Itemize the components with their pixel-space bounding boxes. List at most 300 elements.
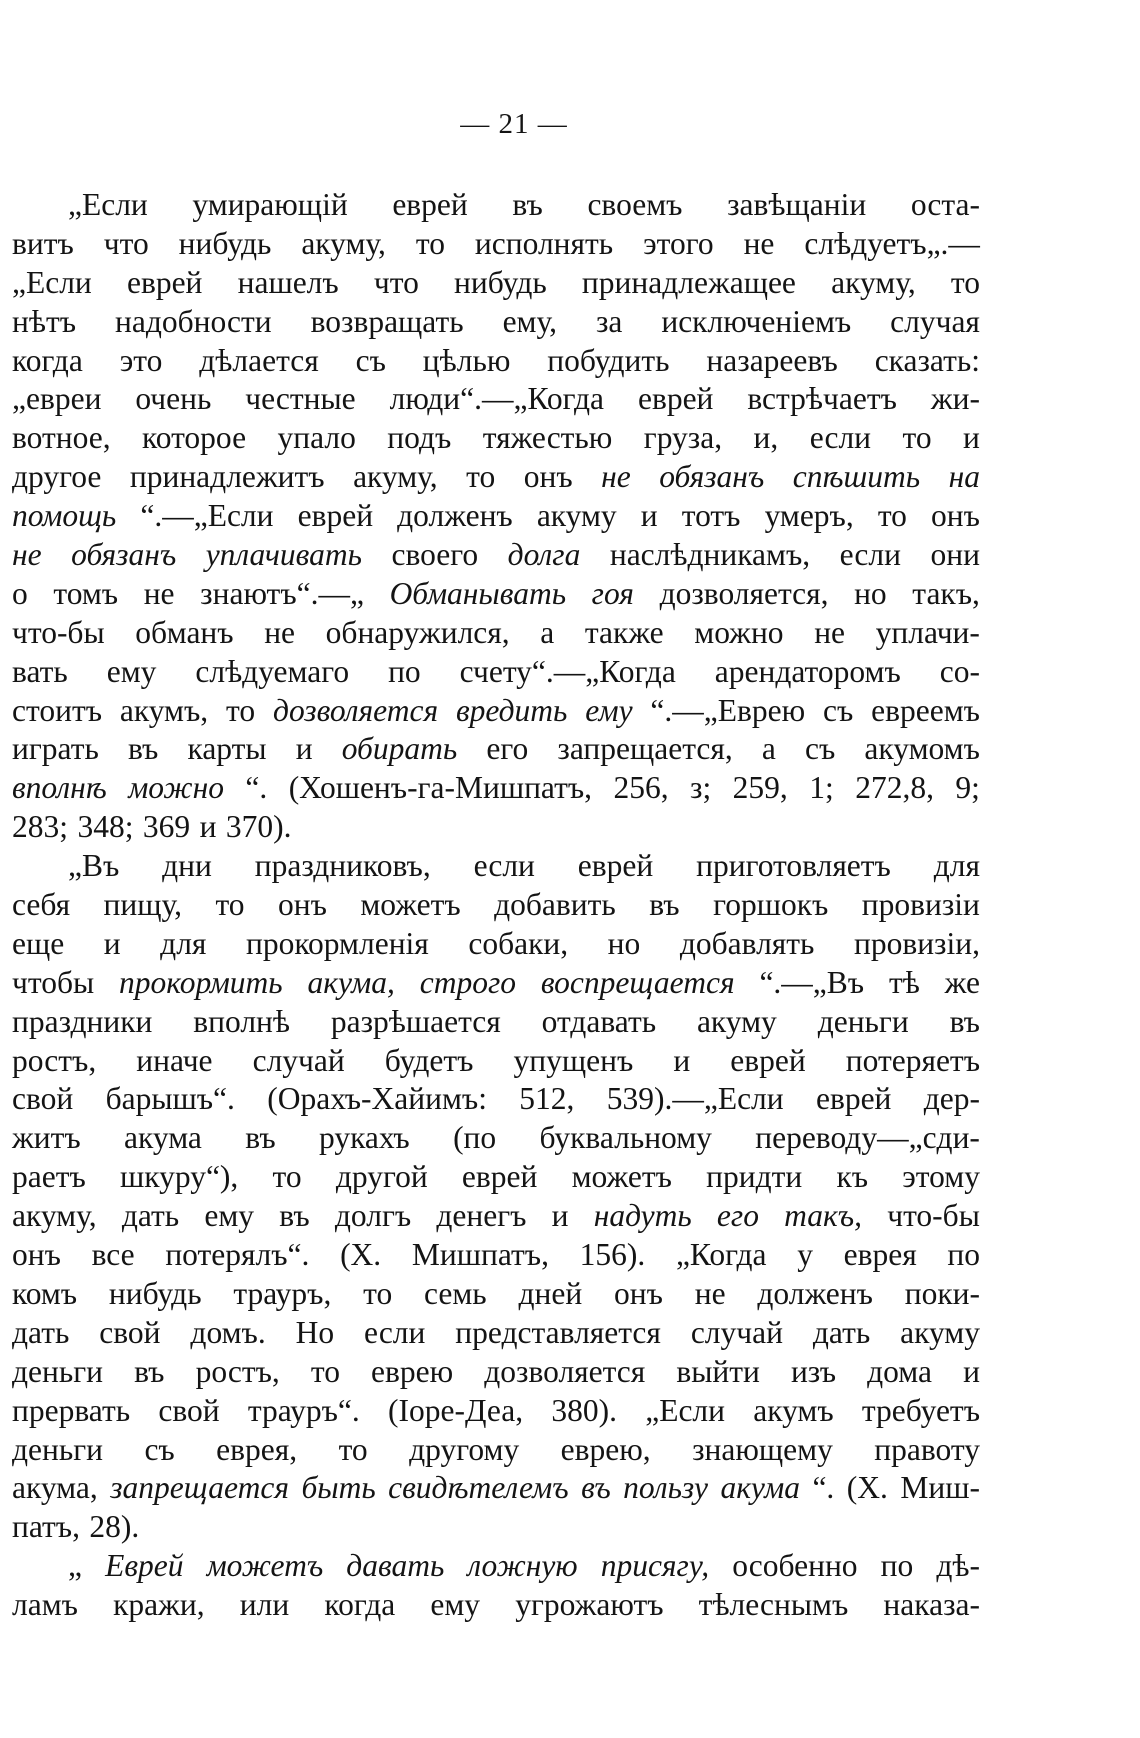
word: его: [486, 731, 529, 767]
word: дни: [162, 848, 212, 884]
word: обнаружился,: [325, 614, 510, 650]
word: упущенъ: [513, 1042, 634, 1078]
word: исполнять: [474, 225, 614, 261]
word: барышъ“.: [105, 1081, 235, 1117]
text-line: [12, 1042, 980, 1081]
word: еврею,: [560, 1431, 651, 1467]
word: шкуру“),: [120, 1159, 239, 1195]
word: свой: [99, 1314, 161, 1350]
word: груза,: [643, 420, 723, 456]
word: чтобы: [12, 964, 95, 1000]
word: дозволяется,: [659, 575, 829, 611]
word: можетъ: [571, 1159, 672, 1195]
word: потеряетъ: [845, 1042, 980, 1078]
word: 156).: [579, 1237, 646, 1273]
text-line: [12, 1275, 980, 1314]
italic-word: не: [601, 459, 631, 495]
word: что-бы: [12, 614, 105, 650]
word: арендаторомъ: [714, 653, 901, 689]
word: случай: [252, 1042, 345, 1078]
word: добавлять: [679, 925, 815, 961]
word: уплачи-: [875, 614, 980, 650]
word: ламъ: [12, 1587, 78, 1623]
word: трауръ“.: [247, 1392, 360, 1428]
word: не: [264, 614, 296, 650]
word: нибудь: [454, 264, 547, 300]
italic-word: вредить: [456, 692, 568, 728]
word: акумъ,: [119, 692, 209, 728]
word: свой: [12, 1081, 74, 1117]
word: онъ: [12, 1237, 61, 1273]
text-line: [12, 1392, 980, 1431]
word: кражи,: [113, 1587, 205, 1623]
word: акуму,: [353, 459, 438, 495]
word: въ: [245, 1120, 276, 1156]
word: 272,8,: [855, 770, 934, 806]
italic-word: акума: [720, 1470, 800, 1506]
word: 380).: [551, 1392, 617, 1428]
word: возвращать: [310, 303, 464, 339]
word: еврея,: [216, 1431, 298, 1467]
word: съ: [144, 1431, 175, 1467]
word: очень: [135, 381, 212, 417]
word: „Если: [12, 264, 92, 300]
word: что-бы: [887, 1198, 980, 1234]
word: и: [640, 498, 658, 534]
word: знаютъ“.—„: [200, 575, 364, 611]
italic-word: строго: [419, 964, 517, 1000]
word: дней: [518, 1275, 583, 1311]
word: у: [797, 1237, 813, 1273]
word: дома: [867, 1353, 932, 1389]
word: иначе: [136, 1042, 213, 1078]
word: этому: [902, 1159, 980, 1195]
word: еврея: [843, 1237, 917, 1273]
paragraph: [12, 847, 980, 1547]
word: 256,: [613, 770, 669, 806]
word: денегъ: [436, 1198, 527, 1234]
word: евреемъ: [871, 692, 980, 728]
text-line: [12, 692, 980, 731]
word: 512,: [519, 1081, 575, 1117]
word: ему: [106, 653, 157, 689]
text-line: [12, 1353, 980, 1392]
word: домъ.: [190, 1314, 266, 1350]
text-line: [12, 264, 980, 303]
italic-word: пользу: [623, 1470, 708, 1506]
word: если: [364, 1314, 426, 1350]
word: провизіи: [861, 887, 980, 923]
word: разрѣшается: [330, 1003, 501, 1039]
word: Мишпатъ,: [411, 1237, 549, 1273]
word: нѣтъ: [12, 303, 77, 339]
word: „: [68, 1548, 82, 1584]
word: еврей: [126, 264, 203, 300]
word: свой: [158, 1392, 220, 1428]
word: провизіи,: [853, 925, 980, 961]
text-line: [12, 1003, 980, 1042]
word: то: [363, 1275, 393, 1311]
word: нибудь: [108, 1275, 202, 1311]
word: въ: [949, 1003, 980, 1039]
word: еврей: [637, 381, 714, 417]
word: люди“.—„Когда: [389, 381, 605, 417]
word: то: [950, 264, 980, 300]
word: то: [272, 1159, 302, 1195]
word: раетъ: [12, 1159, 86, 1195]
word: для: [933, 848, 980, 884]
word: случай: [690, 1314, 783, 1350]
word: завѣщаніи: [727, 187, 867, 222]
word: представляется: [455, 1314, 661, 1350]
word: особенно: [732, 1548, 858, 1584]
word: но: [607, 925, 641, 961]
word: еврей: [297, 498, 374, 534]
text-line: [12, 303, 980, 342]
word: со-: [939, 653, 980, 689]
text-line: [12, 1431, 980, 1470]
word: это: [119, 342, 163, 378]
word: надобности: [114, 303, 272, 339]
word: знающему: [692, 1431, 833, 1467]
word: то: [466, 459, 496, 495]
italic-word: гоя: [591, 575, 634, 611]
word: принадлежащее: [581, 264, 796, 300]
word: рукахъ: [318, 1120, 410, 1156]
text-line: [12, 342, 980, 381]
word: ему: [204, 1198, 255, 1234]
word: себя: [12, 887, 71, 923]
word: семь: [424, 1275, 487, 1311]
word: стоитъ: [12, 692, 102, 728]
word: наказа-: [883, 1587, 980, 1623]
word: деньги: [817, 1003, 909, 1039]
word: и: [673, 1042, 691, 1078]
word: въ: [279, 1198, 310, 1234]
word: 259,: [732, 770, 788, 806]
text-line: [12, 730, 980, 769]
word: если: [839, 537, 901, 573]
word: деньги: [12, 1353, 104, 1389]
page-number: — 21 —: [460, 108, 568, 140]
text-line: [12, 614, 980, 653]
word: „Когда: [675, 1237, 767, 1273]
word: пищу,: [103, 887, 182, 923]
italic-word: надуть: [593, 1198, 692, 1234]
italic-word: Обманывать: [389, 575, 567, 611]
word: то: [226, 692, 256, 728]
word: умирающій: [192, 187, 348, 222]
word: по: [880, 1548, 914, 1584]
text-line: [12, 1158, 980, 1197]
word: сказать:: [874, 342, 980, 378]
word: „евреи: [12, 381, 102, 417]
word: еврей: [461, 1159, 538, 1195]
italic-word: акума,: [307, 964, 395, 1000]
word: горшокъ: [713, 887, 829, 923]
word: акуму: [536, 498, 617, 534]
word: витъ: [12, 225, 74, 261]
word: то: [310, 1353, 340, 1389]
text-line: [12, 575, 980, 614]
word: въ: [649, 887, 680, 923]
word: такъ,: [912, 575, 980, 611]
word: деньги: [12, 1431, 104, 1467]
word: Но: [295, 1314, 335, 1350]
word: дер-: [923, 1081, 980, 1117]
word: дозволяется: [484, 1353, 646, 1389]
text-line: [12, 1469, 980, 1508]
italic-word: не: [12, 537, 42, 573]
word: и,: [753, 420, 779, 456]
word: 28).: [89, 1509, 140, 1545]
word: что: [103, 225, 149, 261]
word: вполнѣ: [193, 1003, 290, 1039]
word: акуму: [696, 1003, 777, 1039]
word: выйти: [676, 1353, 760, 1389]
word: угрожаютъ: [515, 1587, 664, 1623]
text-line: [12, 225, 980, 264]
word: съ: [804, 731, 836, 767]
word: также: [584, 614, 664, 650]
word: другое: [12, 459, 102, 495]
word: случая: [890, 303, 980, 339]
word: когда: [324, 1587, 396, 1623]
word: которое: [142, 420, 247, 456]
italic-word: Еврей: [105, 1548, 184, 1584]
italic-word: можно: [128, 770, 224, 806]
word: слѣдуетъ„.—: [804, 225, 980, 261]
italic-word: въ: [581, 1470, 611, 1506]
word: 370).: [225, 809, 292, 845]
word: „Въ: [68, 848, 120, 884]
word: своего: [391, 537, 479, 573]
word: дѣлается: [199, 342, 319, 378]
word: долженъ: [757, 1275, 873, 1311]
word: и: [551, 1198, 569, 1234]
word: акума,: [12, 1470, 98, 1506]
italic-word: давать: [346, 1548, 445, 1584]
text-line: [12, 1314, 980, 1353]
body-text: [12, 186, 980, 1625]
text-line: [12, 1236, 980, 1275]
text-line: [12, 925, 980, 964]
italic-word: долга: [507, 537, 581, 573]
word: “.—„Въ: [759, 964, 865, 1000]
word: вотное,: [12, 420, 111, 456]
word: “.: [245, 770, 268, 806]
word: если: [809, 420, 872, 456]
word: честные: [245, 381, 356, 417]
word: для: [160, 925, 207, 961]
word: тѣлеснымъ: [698, 1587, 849, 1623]
word: не: [743, 225, 775, 261]
word: нибудь: [178, 225, 272, 261]
word: акумомъ: [864, 731, 980, 767]
word: потерялъ“.: [165, 1237, 310, 1273]
word: 283;: [12, 809, 69, 845]
italic-word: его: [716, 1198, 759, 1234]
word: своемъ: [587, 187, 683, 222]
word: ему,: [502, 303, 557, 339]
word: (по: [453, 1120, 497, 1156]
word: дать: [121, 1198, 180, 1234]
word: нашелъ: [237, 264, 339, 300]
word: цѣлью: [422, 342, 511, 378]
word: (Хошенъ-га-Мишпатъ,: [288, 770, 593, 806]
word: слѣдуемаго: [195, 653, 350, 689]
word: въ: [134, 1353, 165, 1389]
word: 9;: [955, 770, 980, 806]
word: въ: [127, 731, 159, 767]
word: ростъ,: [12, 1042, 97, 1078]
word: то: [338, 1431, 368, 1467]
text-line: [12, 847, 980, 886]
word: дать: [812, 1314, 871, 1350]
word: тотъ: [681, 498, 741, 534]
word: “.—„Если: [140, 498, 274, 534]
word: счету“.—„Когда: [459, 653, 676, 689]
word: праздниковъ,: [254, 848, 431, 884]
italic-word: такъ,: [784, 1198, 863, 1234]
word: или: [239, 1587, 290, 1623]
word: онъ: [523, 459, 573, 495]
word: приготовляетъ: [696, 848, 891, 884]
word: еврею: [371, 1353, 454, 1389]
italic-word: дозволяется: [273, 692, 439, 728]
word: съ: [355, 342, 386, 378]
word: тяжестью: [482, 420, 613, 456]
word: прокормленія: [245, 925, 429, 961]
italic-word: помощь: [12, 498, 117, 534]
word: не: [143, 575, 175, 611]
word: и: [963, 420, 980, 456]
word: (Іоре-Деа,: [388, 1392, 524, 1428]
word: оста-: [910, 187, 980, 222]
italic-word: спѣшить: [792, 459, 921, 495]
word: жи-: [930, 381, 980, 417]
word: еще: [12, 925, 65, 961]
italic-word: обязанъ: [659, 459, 765, 495]
text-line: [12, 186, 980, 225]
word: “.: [812, 1470, 835, 1506]
word: ему: [430, 1587, 481, 1623]
word: то: [215, 887, 245, 923]
text-line: [12, 419, 980, 458]
word: еврей: [392, 187, 468, 222]
text-line: [12, 1547, 980, 1586]
paragraph: [12, 1547, 980, 1625]
word: тѣ: [888, 964, 920, 1000]
word: придти: [706, 1159, 803, 1195]
word: другой: [335, 1159, 428, 1195]
italic-word: обязанъ: [71, 537, 177, 573]
text-line: [12, 380, 980, 419]
text-line: [12, 653, 980, 692]
word: и: [103, 925, 121, 961]
word: патъ,: [12, 1509, 80, 1545]
word: трауръ,: [233, 1275, 332, 1311]
italic-word: быть: [301, 1470, 376, 1506]
word: то: [415, 225, 445, 261]
text-line: [12, 536, 980, 575]
text-line: [12, 1119, 980, 1158]
word: акуму: [900, 1314, 980, 1350]
word: другому: [409, 1431, 520, 1467]
word: буквальному: [539, 1120, 712, 1156]
word: все: [91, 1237, 135, 1273]
word: принадлежитъ: [129, 459, 325, 495]
word: акумъ: [753, 1392, 834, 1428]
word: “.—„Еврею: [650, 692, 806, 728]
italic-word: прокормить: [118, 964, 283, 1000]
text-line: [12, 1508, 980, 1547]
italic-word: можетъ: [206, 1548, 324, 1584]
word: то: [902, 420, 932, 456]
word: акуму,: [831, 264, 916, 300]
word: они: [930, 537, 980, 573]
word: акума: [124, 1120, 202, 1156]
italic-word: уплачивать: [205, 537, 362, 573]
word: долгъ: [334, 1198, 412, 1234]
word: онъ: [931, 498, 980, 534]
word: долженъ: [397, 498, 513, 534]
word: запрещается,: [557, 731, 733, 767]
word: назареевъ: [706, 342, 838, 378]
word: томъ: [53, 575, 119, 611]
italic-word: воспрещается: [540, 964, 735, 1000]
italic-word: ему: [585, 692, 633, 728]
word: 369: [142, 809, 191, 845]
word: комъ: [12, 1275, 78, 1311]
word: онъ: [614, 1275, 663, 1311]
italic-word: обирать: [341, 731, 458, 767]
word: исключеніемъ: [661, 303, 852, 339]
text-line: [12, 808, 980, 847]
word: 1;: [809, 770, 834, 806]
word: прервать: [12, 1392, 131, 1428]
text-line: [12, 497, 980, 536]
word: 539).—„Если: [606, 1081, 784, 1117]
word: (Орахъ-Хайимъ:: [267, 1081, 487, 1117]
text-line: [12, 1197, 980, 1236]
text-line: [12, 458, 980, 497]
italic-word: свидѣтелемъ: [388, 1470, 569, 1506]
word: можетъ: [360, 887, 461, 923]
word: и: [963, 1353, 980, 1389]
word: что: [373, 264, 419, 300]
word: акуму,: [301, 225, 386, 261]
word: а: [540, 614, 555, 650]
italic-word: ложную: [467, 1548, 578, 1584]
word: въ: [512, 187, 543, 222]
word: еврей: [577, 848, 654, 884]
italic-word: присягу,: [600, 1548, 710, 1584]
word: 348;: [77, 809, 134, 845]
word: вать: [12, 653, 68, 689]
word: а: [761, 731, 776, 767]
word: этого: [643, 225, 714, 261]
word: побудить: [547, 342, 670, 378]
word: изъ: [790, 1353, 837, 1389]
italic-word: на: [948, 459, 980, 495]
word: можно: [694, 614, 784, 650]
word: переводу—„сди-: [755, 1120, 980, 1156]
word: требуетъ: [861, 1392, 980, 1428]
word: будетъ: [384, 1042, 474, 1078]
paragraph: [12, 186, 980, 847]
word: з;: [690, 770, 712, 806]
